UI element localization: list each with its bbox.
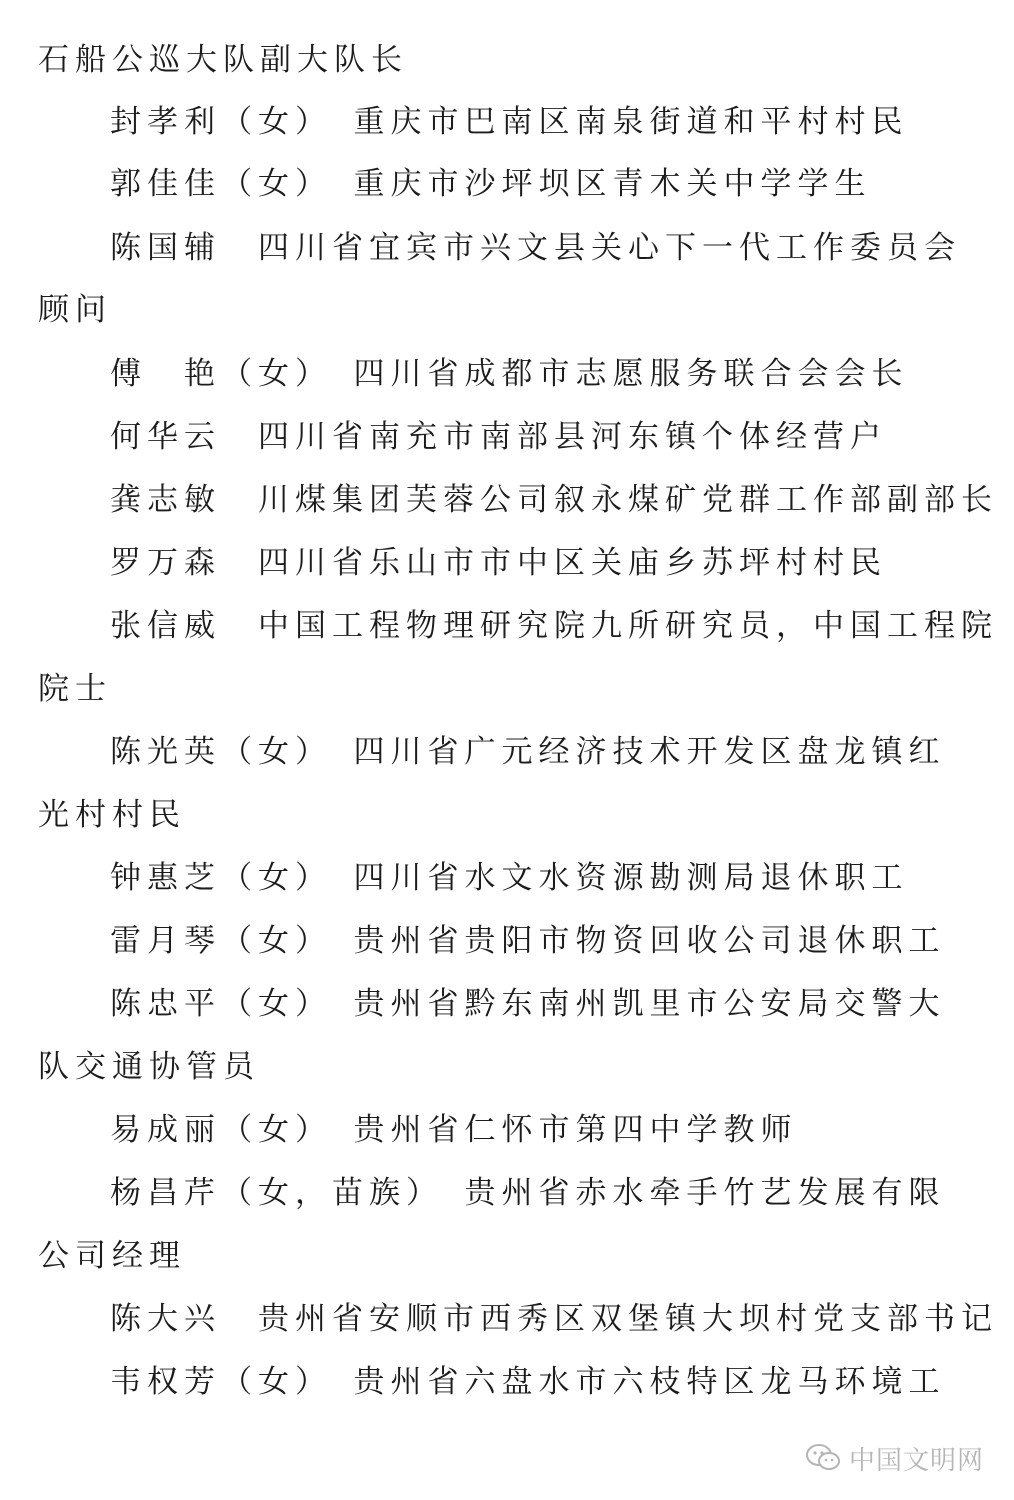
list-line: 陈大兴 贵州省安顺市西秀区双堡镇大坝村党支部书记 bbox=[110, 1301, 998, 1337]
list-line: 傅 艳（女） 四川省成都市志愿服务联合会会长 bbox=[110, 356, 909, 392]
list-line: 院士 bbox=[38, 671, 112, 707]
list-line: 易成丽（女） 贵州省仁怀市第四中学教师 bbox=[110, 1112, 798, 1148]
list-line: 陈国辅 四川省宜宾市兴文县关心下一代工作委员会 bbox=[110, 230, 961, 266]
list-line: 张信威 中国工程物理研究院九所研究员，中国工程院 bbox=[110, 608, 998, 644]
list-line: 陈忠平（女） 贵州省黔东南州凯里市公安局交警大 bbox=[110, 986, 946, 1022]
list-line: 光村村民 bbox=[38, 797, 186, 833]
list-line: 郭佳佳（女） 重庆市沙坪坝区青木关中学学生 bbox=[110, 166, 872, 202]
list-line: 韦权芳（女） 贵州省六盘水市六枝特区龙马环境工 bbox=[110, 1364, 946, 1400]
list-line: 罗万森 四川省乐山市市中区关庙乡苏坪村村民 bbox=[110, 545, 887, 581]
list-line: 顾问 bbox=[38, 292, 112, 328]
list-line: 钟惠芝（女） 四川省水文水资源勘测局退休职工 bbox=[110, 860, 909, 896]
wechat-icon bbox=[805, 1443, 841, 1473]
list-line: 龚志敏 川煤集团芙蓉公司叙永煤矿党群工作部副部长 bbox=[110, 482, 998, 518]
list-line: 石船公巡大队副大队长 bbox=[38, 42, 408, 78]
list-line: 何华云 四川省南充市南部县河东镇个体经营户 bbox=[110, 419, 887, 455]
list-line: 雷月琴（女） 贵州省贵阳市物资回收公司退休职工 bbox=[110, 923, 946, 959]
list-line: 队交通协管员 bbox=[38, 1049, 260, 1085]
list-line: 公司经理 bbox=[38, 1238, 186, 1274]
list-line: 陈光英（女） 四川省广元经济技术开发区盘龙镇红 bbox=[110, 734, 946, 770]
list-line: 封孝利（女） 重庆市巴南区南泉街道和平村村民 bbox=[110, 104, 909, 140]
watermark bbox=[805, 1438, 984, 1478]
list-line: 杨昌芹（女，苗族） 贵州省赤水牵手竹艺发展有限 bbox=[110, 1175, 946, 1211]
watermark-text: 中国文明网 bbox=[848, 1445, 984, 1476]
